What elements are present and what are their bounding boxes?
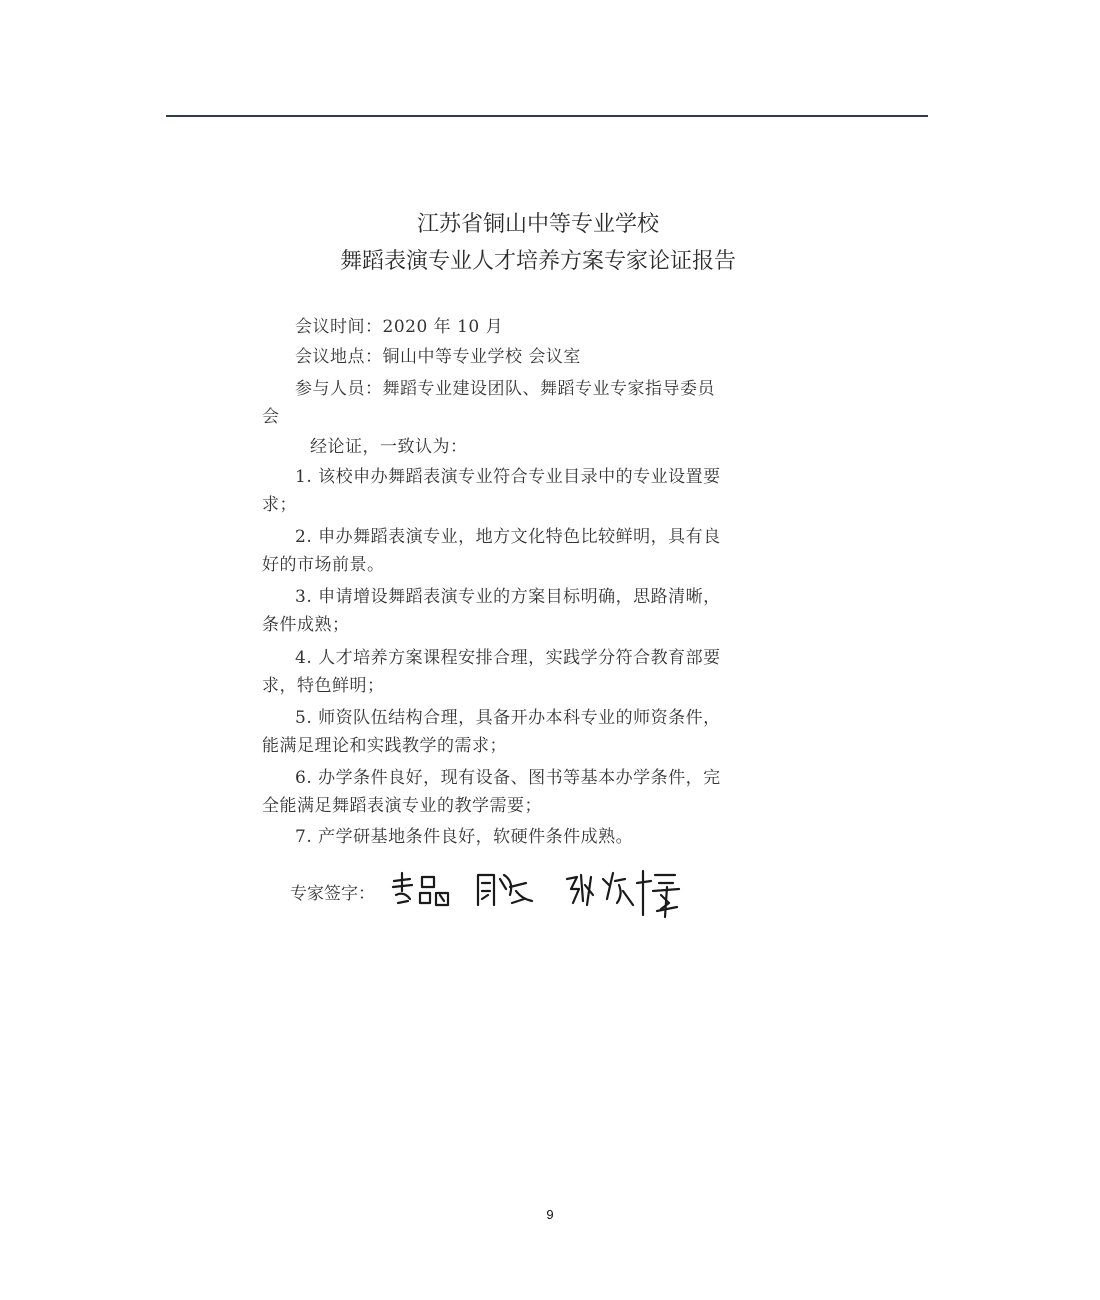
item-2-line-2: 好的市场前景。 — [262, 555, 385, 575]
item-6-line-1: 6. 办学条件良好，现有设备、图书等基本办学条件，完 — [295, 768, 721, 788]
document-title-line-2: 舞蹈表演专业人才培养方案专家论证报告 — [339, 249, 736, 274]
item-5-line-2: 能满足理论和实践教学的需求； — [262, 736, 507, 756]
item-1-line-1: 1. 该校申办舞蹈表演专业符合专业目录中的专业设置要 — [295, 467, 721, 487]
item-1-line-2: 求； — [262, 495, 297, 515]
item-3-line-2: 条件成熟； — [262, 615, 350, 635]
item-7-line-1: 7. 产学研基地条件良好，软硬件条件成熟。 — [295, 827, 634, 847]
item-2-line-1: 2. 申办舞蹈表演专业，地方文化特色比较鲜明，具有良 — [295, 527, 721, 547]
participants-line-2: 会 — [262, 407, 280, 427]
page-number: 9 — [546, 1207, 554, 1222]
expert-signature-1 — [388, 865, 458, 915]
meeting-place: 会议地点：铜山中等专业学校 会议室 — [295, 347, 581, 367]
item-5-line-1: 5. 师资队伍结构合理，具备开办本科专业的师资条件， — [295, 708, 721, 728]
item-3-line-1: 3. 申请增设舞蹈表演专业的方案目标明确，思路清晰， — [295, 587, 721, 607]
document-title-line-1: 江苏省铜山中等专业学校 — [416, 212, 659, 237]
expert-signature-2 — [470, 865, 540, 915]
conclusion-intro: 经论证，一致认为： — [310, 437, 468, 457]
signature-label: 专家签字： — [290, 884, 375, 904]
item-4-line-1: 4. 人才培养方案课程安排合理，实践学分符合教育部要 — [295, 648, 721, 668]
participants-line-1: 参与人员：舞蹈专业建设团队、舞蹈专业专家指导委员 — [295, 379, 715, 399]
expert-signature-3 — [563, 865, 693, 923]
item-4-line-2: 求，特色鲜明； — [262, 676, 385, 696]
item-6-line-2: 全能满足舞蹈表演专业的教学需要； — [262, 796, 542, 816]
header-rule — [166, 115, 928, 117]
meeting-time: 会议时间：2020 年 10 月 — [295, 317, 504, 337]
